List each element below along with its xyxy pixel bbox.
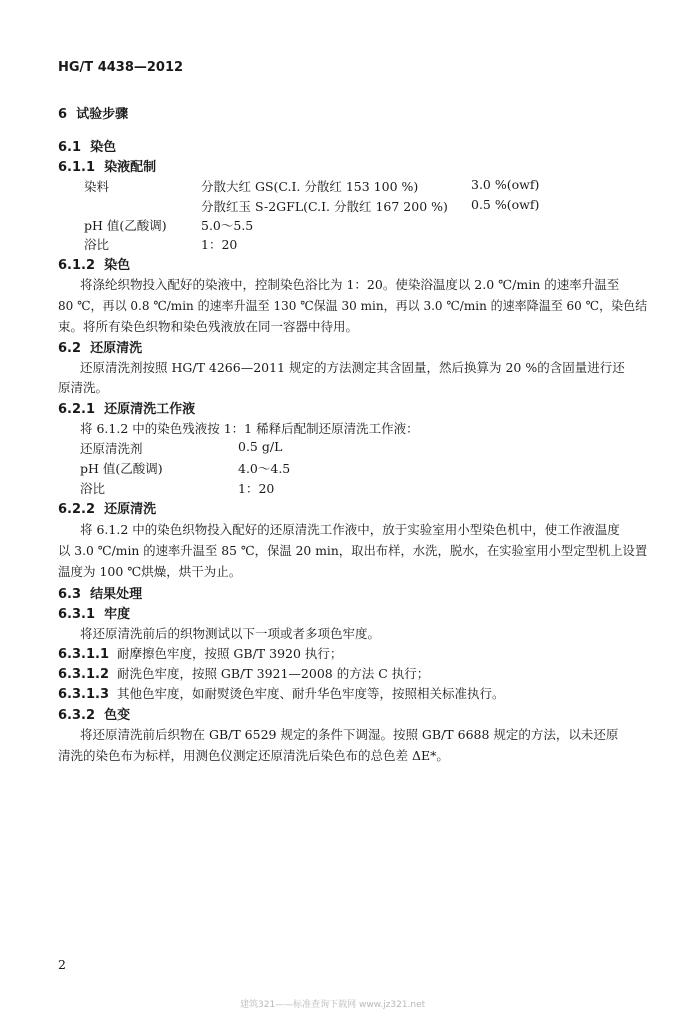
section-title: 还原清洗 [104, 502, 157, 517]
section-number: 6.1 [58, 140, 82, 155]
section-6-1-heading [58, 136, 116, 155]
solution-table-value: 4.0～4.5 [238, 461, 291, 476]
dye-table-amount: 3.0 %(owf) [471, 177, 540, 192]
paragraph-line: 以 3.0 ℃/min 的速率升温至 85 ℃，保温 20 min，取出布样，水洗，脱水，在实验室用小型定型机上设置 [58, 543, 648, 558]
clause-number: 6.3.1.1 [58, 647, 109, 662]
section-number: 6.3.1 [58, 607, 96, 622]
section-title: 试验步骤 [76, 107, 129, 122]
section-number: 6.1.1 [58, 160, 96, 175]
dye-table-label: 染料 [84, 179, 110, 194]
section-number: 6.1.2 [58, 258, 96, 273]
solution-table-label: pH 值(乙酸调) [80, 461, 163, 476]
clause-number: 6.3.1.2 [58, 667, 109, 682]
section-title: 牢度 [104, 607, 131, 622]
section-number: 6.2 [58, 341, 82, 356]
section-6-2-1-heading [58, 398, 195, 417]
section-title: 染液配制 [104, 160, 157, 175]
section-number: 6.3.2 [58, 708, 96, 723]
section-6-3-heading [58, 583, 142, 602]
solution-table-value: 0.5 g/L [238, 439, 283, 454]
section-number: 6.3 [58, 587, 82, 602]
paragraph-line: 将还原清洗前后织物在 GB/T 6529 规定的条件下调湿。按照 GB/T 6688 规定的方法，以未还原 [80, 727, 619, 742]
section-title: 染色 [104, 258, 131, 273]
clause-text: 耐摩擦色牢度，按照 GB/T 3920 执行； [116, 646, 343, 661]
dye-table-value: 1：20 [201, 237, 238, 252]
dye-table-value: 分散大红 GS(C.I. 分散红 153 100 %) [201, 179, 419, 194]
dye-table-label: pH 值(乙酸调) [84, 218, 167, 233]
section-6-heading [58, 103, 128, 122]
section-number: 6 [58, 107, 68, 122]
clause-6-3-1-1 [58, 644, 342, 662]
paragraph-line: 将 6.1.2 中的染色残液按 1：1 稀释后配制还原清洗工作液： [80, 421, 419, 436]
section-6-3-1-heading [58, 603, 130, 622]
section-6-1-2-heading [58, 254, 130, 273]
solution-table-label: 浴比 [80, 481, 106, 496]
paragraph-line: 还原清洗剂按照 HG/T 4266—2011 规定的方法测定其含固量，然后换算为 20 %的含固量进行还 [80, 360, 625, 375]
dye-table-value: 5.0～5.5 [201, 218, 254, 233]
section-number: 6.2.2 [58, 502, 96, 517]
section-title: 还原清洗工作液 [104, 402, 196, 417]
clause-6-3-1-3 [58, 684, 504, 702]
clause-text: 耐洗色牢度，按照 GB/T 3921—2008 的方法 C 执行； [116, 666, 430, 681]
paragraph-line: 清洗的染色布为标样，用测色仪测定还原清洗后染色布的总色差 ΔE*。 [58, 748, 449, 763]
clause-6-3-1-2 [58, 664, 429, 682]
solution-table-label: 还原清洗剂 [80, 441, 143, 456]
section-title: 染色 [90, 140, 117, 155]
page-number: 2 [58, 957, 66, 972]
section-6-2-heading [58, 337, 142, 356]
dye-table-value: 分散红玉 S-2GFL(C.I. 分散红 167 200 %) [201, 199, 448, 214]
clause-number: 6.3.1.3 [58, 687, 109, 702]
section-title: 结果处理 [90, 587, 143, 602]
paragraph-line: 将涤纶织物投入配好的染液中，控制染色浴比为 1：20。使染浴温度以 2.0 ℃/min 的速率升温至 [80, 277, 620, 292]
section-title: 还原清洗 [90, 341, 143, 356]
paragraph-line: 束。将所有染色织物和染色残液放在同一容器中待用。 [58, 319, 359, 334]
section-title: 色变 [104, 708, 131, 723]
paragraph-line: 原清洗。 [58, 380, 109, 395]
paragraph-line: 80 ℃，再以 0.8 ℃/min 的速率升温至 130 ℃保温 30 min，再以 3.0 ℃/min 的速率降温至 60 ℃，染色结 [58, 298, 648, 313]
section-6-3-2-heading [58, 704, 130, 723]
section-6-1-1-heading [58, 156, 156, 175]
dye-table-amount: 0.5 %(owf) [471, 197, 540, 212]
paragraph-line: 将还原清洗前后的织物测试以下一项或者多项色牢度。 [80, 626, 381, 641]
standard-code: HG/T 4438—2012 [58, 60, 184, 75]
section-6-2-2-heading [58, 498, 156, 517]
clause-text: 其他色牢度，如耐熨烫色牢度、耐升华色牢度等，按照相关标准执行。 [116, 686, 505, 701]
solution-table-value: 1：20 [238, 481, 275, 496]
paragraph-line: 将 6.1.2 中的染色织物投入配好的还原清洗工作液中，放于实验室用小型染色机中，使工作液温度 [80, 522, 620, 537]
paragraph-line: 温度为 100 ℃烘燥，烘干为止。 [58, 564, 242, 579]
dye-table-label: 浴比 [84, 237, 110, 252]
section-number: 6.2.1 [58, 402, 96, 417]
footer-watermark: 建筑321——标准查询下载网 www.jz321.net [240, 1000, 426, 1010]
